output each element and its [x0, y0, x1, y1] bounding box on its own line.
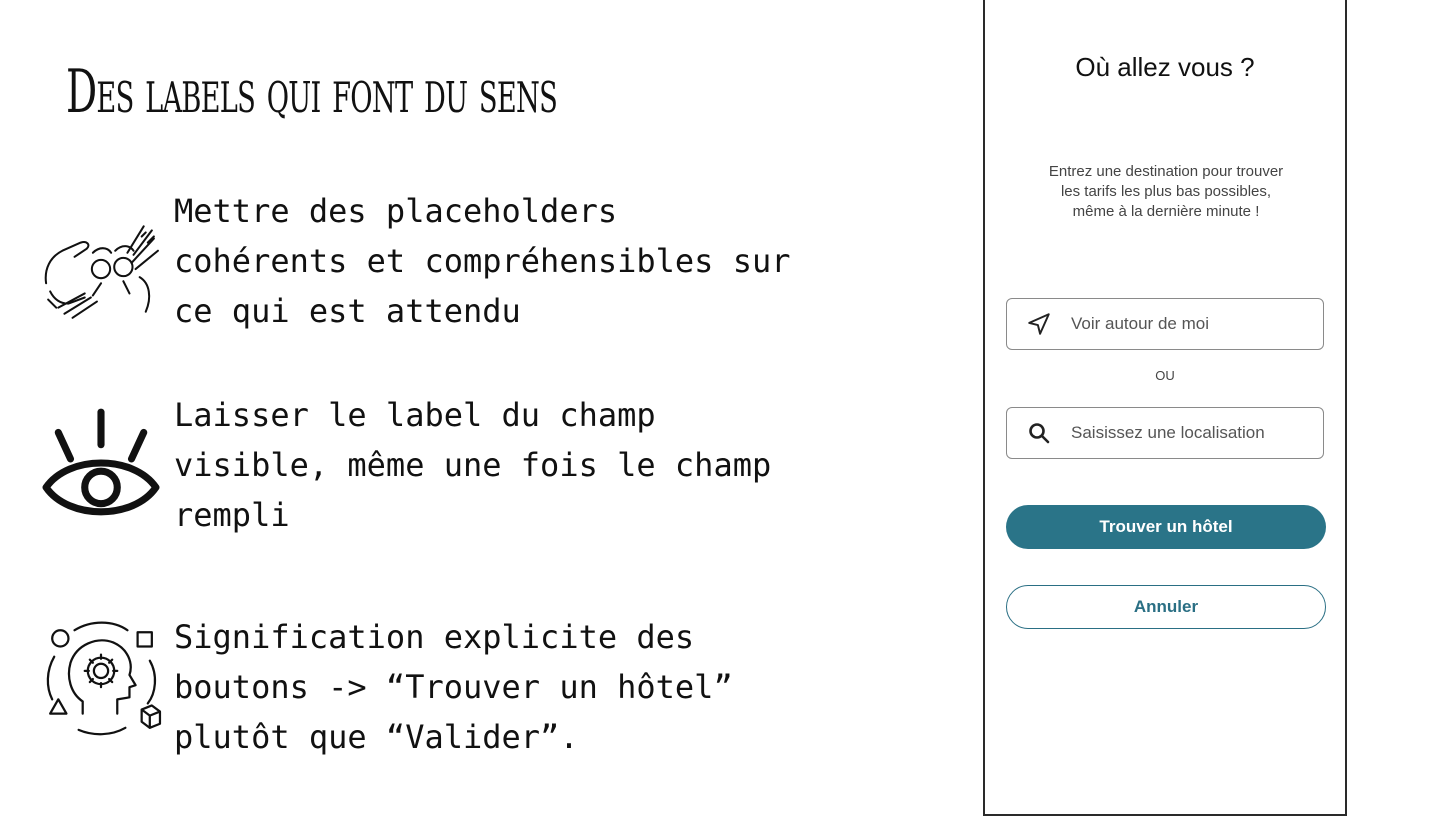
- nearby-label: Voir autour de moi: [1071, 314, 1209, 333]
- navigation-arrow-icon: [1007, 311, 1071, 337]
- tip-text: Signification explicite des boutons -> “Trouver un hôtel” plutôt que “Valider”.: [174, 618, 733, 756]
- cognitive-head-gear-icon: [40, 616, 162, 738]
- phone-mockup: [983, 0, 1347, 816]
- find-hotel-button[interactable]: Trouver un hôtel: [1006, 505, 1326, 549]
- eye-icon: [40, 402, 162, 524]
- tip-text: Mettre des placeholders cohérents et compréhensibles sur ce qui est attendu: [174, 192, 791, 330]
- mockup-description: Entrez une destination pour trouver les tarifs les plus bas possibles, même à la dernière minute !: [1048, 163, 1284, 220]
- tip-visible-label: [40, 390, 900, 550]
- location-search-field[interactable]: [1006, 407, 1324, 459]
- sign-language-hands-icon: [40, 206, 162, 328]
- or-separator: OU: [1155, 368, 1175, 383]
- slide-title: Des labels qui font du sens: [66, 57, 557, 127]
- nearby-location-button[interactable]: [1006, 298, 1324, 350]
- tip-text: Laisser le label du champ visible, même une fois le champ rempli: [174, 396, 772, 534]
- tip-explicit-buttons: [40, 612, 900, 772]
- location-search-input[interactable]: [1071, 423, 1311, 443]
- mockup-title: Où allez vous ?: [1075, 52, 1255, 82]
- cancel-button[interactable]: Annuler: [1006, 585, 1326, 629]
- tip-placeholders: [40, 186, 900, 346]
- search-icon: [1007, 421, 1071, 445]
